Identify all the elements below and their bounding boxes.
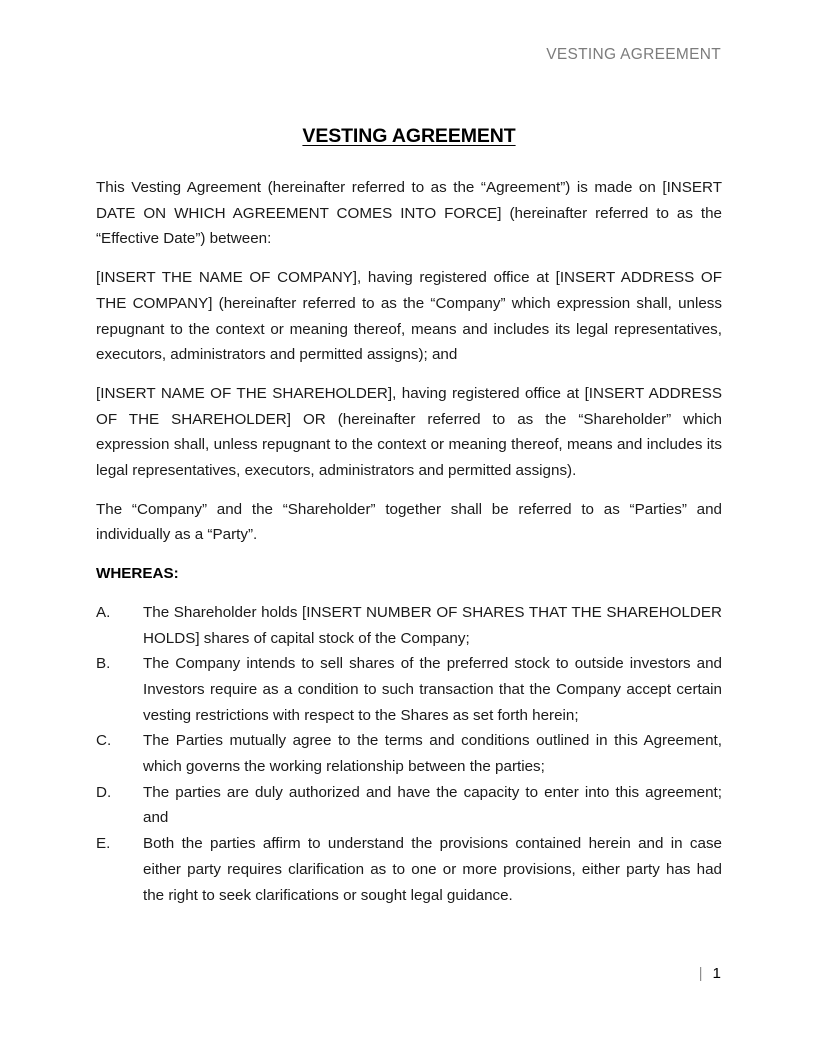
paragraph-company: [INSERT THE NAME OF COMPANY], having registered office at [INSERT ADDRESS OF THE COMPANY] (hereinafter referred to as the “Company” which expression shall, unless repugnant to the context or meaning thereof, means and includes its legal representatives, executors, administrators and permitted assigns); and [96,269,722,364]
list-item-marker: E. [96,835,111,853]
list-item-marker: B. [96,655,111,673]
list-item-marker: D. [96,783,112,801]
document-body [96,124,722,908]
list-item-text: The Shareholder holds [INSERT NUMBER OF SHARES THAT THE SHAREHOLDER HOLDS] shares of capital stock of the Company; [143,603,722,647]
paragraph-shareholder: [INSERT NAME OF THE SHAREHOLDER], having registered office at [INSERT ADDRESS OF THE SHAREHOLDER] OR (hereinafter referred to as the “Shareholder” which expression shall, unless repugnant to the context or meaning thereof, means and includes its legal representatives, executors, administrators and permitted assigns). [96,384,722,480]
paragraph-parties: The “Company” and the “Shareholder” together shall be referred to as “Parties” and individually as a “Party”. [96,500,722,544]
page-title-text: VESTING AGREEMENT [302,125,516,147]
list-item [96,651,722,728]
paragraph-intro: This Vesting Agreement (hereinafter referred to as the “Agreement”) is made on [INSERT DATE ON WHICH AGREEMENT COMES INTO FORCE] (hereinafter referred to as the “Effective Date”) between: [96,179,722,248]
list-item-marker: C. [96,732,112,750]
recitals-list [96,600,722,908]
footer-separator: | [698,965,703,982]
running-header-text: VESTING AGREEMENT [546,46,721,63]
list-item-marker: A. [96,603,111,621]
list-item [96,780,722,831]
list-item [96,728,722,779]
list-item [96,600,722,651]
list-item [96,831,722,908]
running-header [96,45,721,65]
page-number: 1 [712,965,721,982]
list-item-text: Both the parties affirm to understand the provisions contained herein and in case either party requires clarification as to one or more provisions, either party has had the right to seek clarifications or sought legal guidance. [143,835,722,904]
whereas-heading: WHEREAS: [96,565,179,583]
list-item-text: The Parties mutually agree to the terms and conditions outlined in this Agreement, which governs the working relationship between the parties; [143,732,722,776]
list-item-text: The Company intends to sell shares of the preferred stock to outside investors and Investors require as a condition to such transaction that the Company accept certain vesting restrictions with respect to the Shares as set forth herein; [143,655,722,724]
list-item-text: The parties are duly authorized and have the capacity to enter into this agreement; and [143,783,722,827]
page-footer [96,964,721,984]
page-title [96,124,722,148]
